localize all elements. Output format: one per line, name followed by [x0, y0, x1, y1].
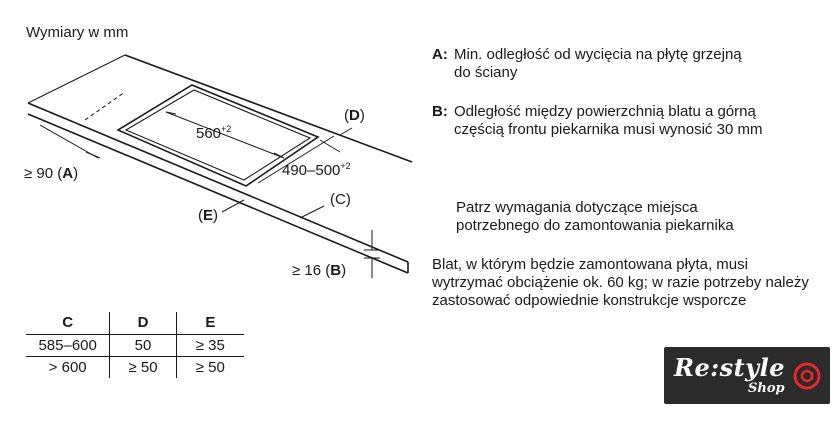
table-header-row [26, 312, 244, 335]
page-title: Wymiary w mm [26, 24, 129, 41]
note-a-key: A: [432, 46, 448, 63]
worktop-right-edge [408, 162, 412, 262]
shop-logo [664, 347, 830, 404]
note-b-key: B: [432, 103, 448, 120]
at-cart-icon [792, 361, 822, 391]
note-oven-space: Patrz wymagania dotyczące miejsca potrzebnego do zamontowania piekarnika [456, 199, 734, 234]
note-a [432, 46, 822, 82]
table-cell: ≥ 50 [110, 357, 176, 379]
note-worktop-load: Blat, w którym będzie zamontowana płyta, musi wytrzymać obciążenie ok. 60 kg; w razie potrzeby należy zastosować odpowiednie konstrukcje wsporcze [432, 256, 809, 309]
table-cell: ≥ 35 [176, 335, 244, 357]
logo-main-text: Re:style [674, 353, 786, 382]
table-cell: 50 [110, 335, 176, 357]
label-b: ≥ 16 (B) [292, 262, 347, 279]
table-cell: > 600 [48, 359, 87, 376]
note-b [432, 103, 822, 139]
dimension-table [26, 312, 244, 378]
table-row [26, 357, 244, 379]
table-header: D [110, 312, 176, 335]
label-e: (E) [198, 207, 219, 224]
note-b-text: Odległość między powierzchnią blatu a górną częścią frontu piekarnika musi wynosić 30 mm [454, 103, 763, 138]
table-header: E [176, 312, 244, 335]
table-cell: ≥ 50 [176, 357, 244, 379]
label-depth: $490-500^{+2}$ [282, 161, 351, 179]
label-width: $560^{+2}$ [196, 124, 232, 142]
logo-sub-text: Shop [748, 381, 785, 396]
table-row [26, 335, 244, 357]
label-a: ≥ 90 (A) [24, 165, 79, 182]
table-header: C [26, 312, 110, 335]
worktop-back-edge [125, 55, 412, 162]
note-a-text: Min. odległość od wycięcia na płytę grzejną do ściany [454, 46, 742, 81]
table-cell: 585–600 [26, 335, 110, 357]
label-c: (C) [330, 191, 351, 208]
label-d: (D) [344, 107, 365, 124]
installation-diagram [0, 0, 430, 300]
